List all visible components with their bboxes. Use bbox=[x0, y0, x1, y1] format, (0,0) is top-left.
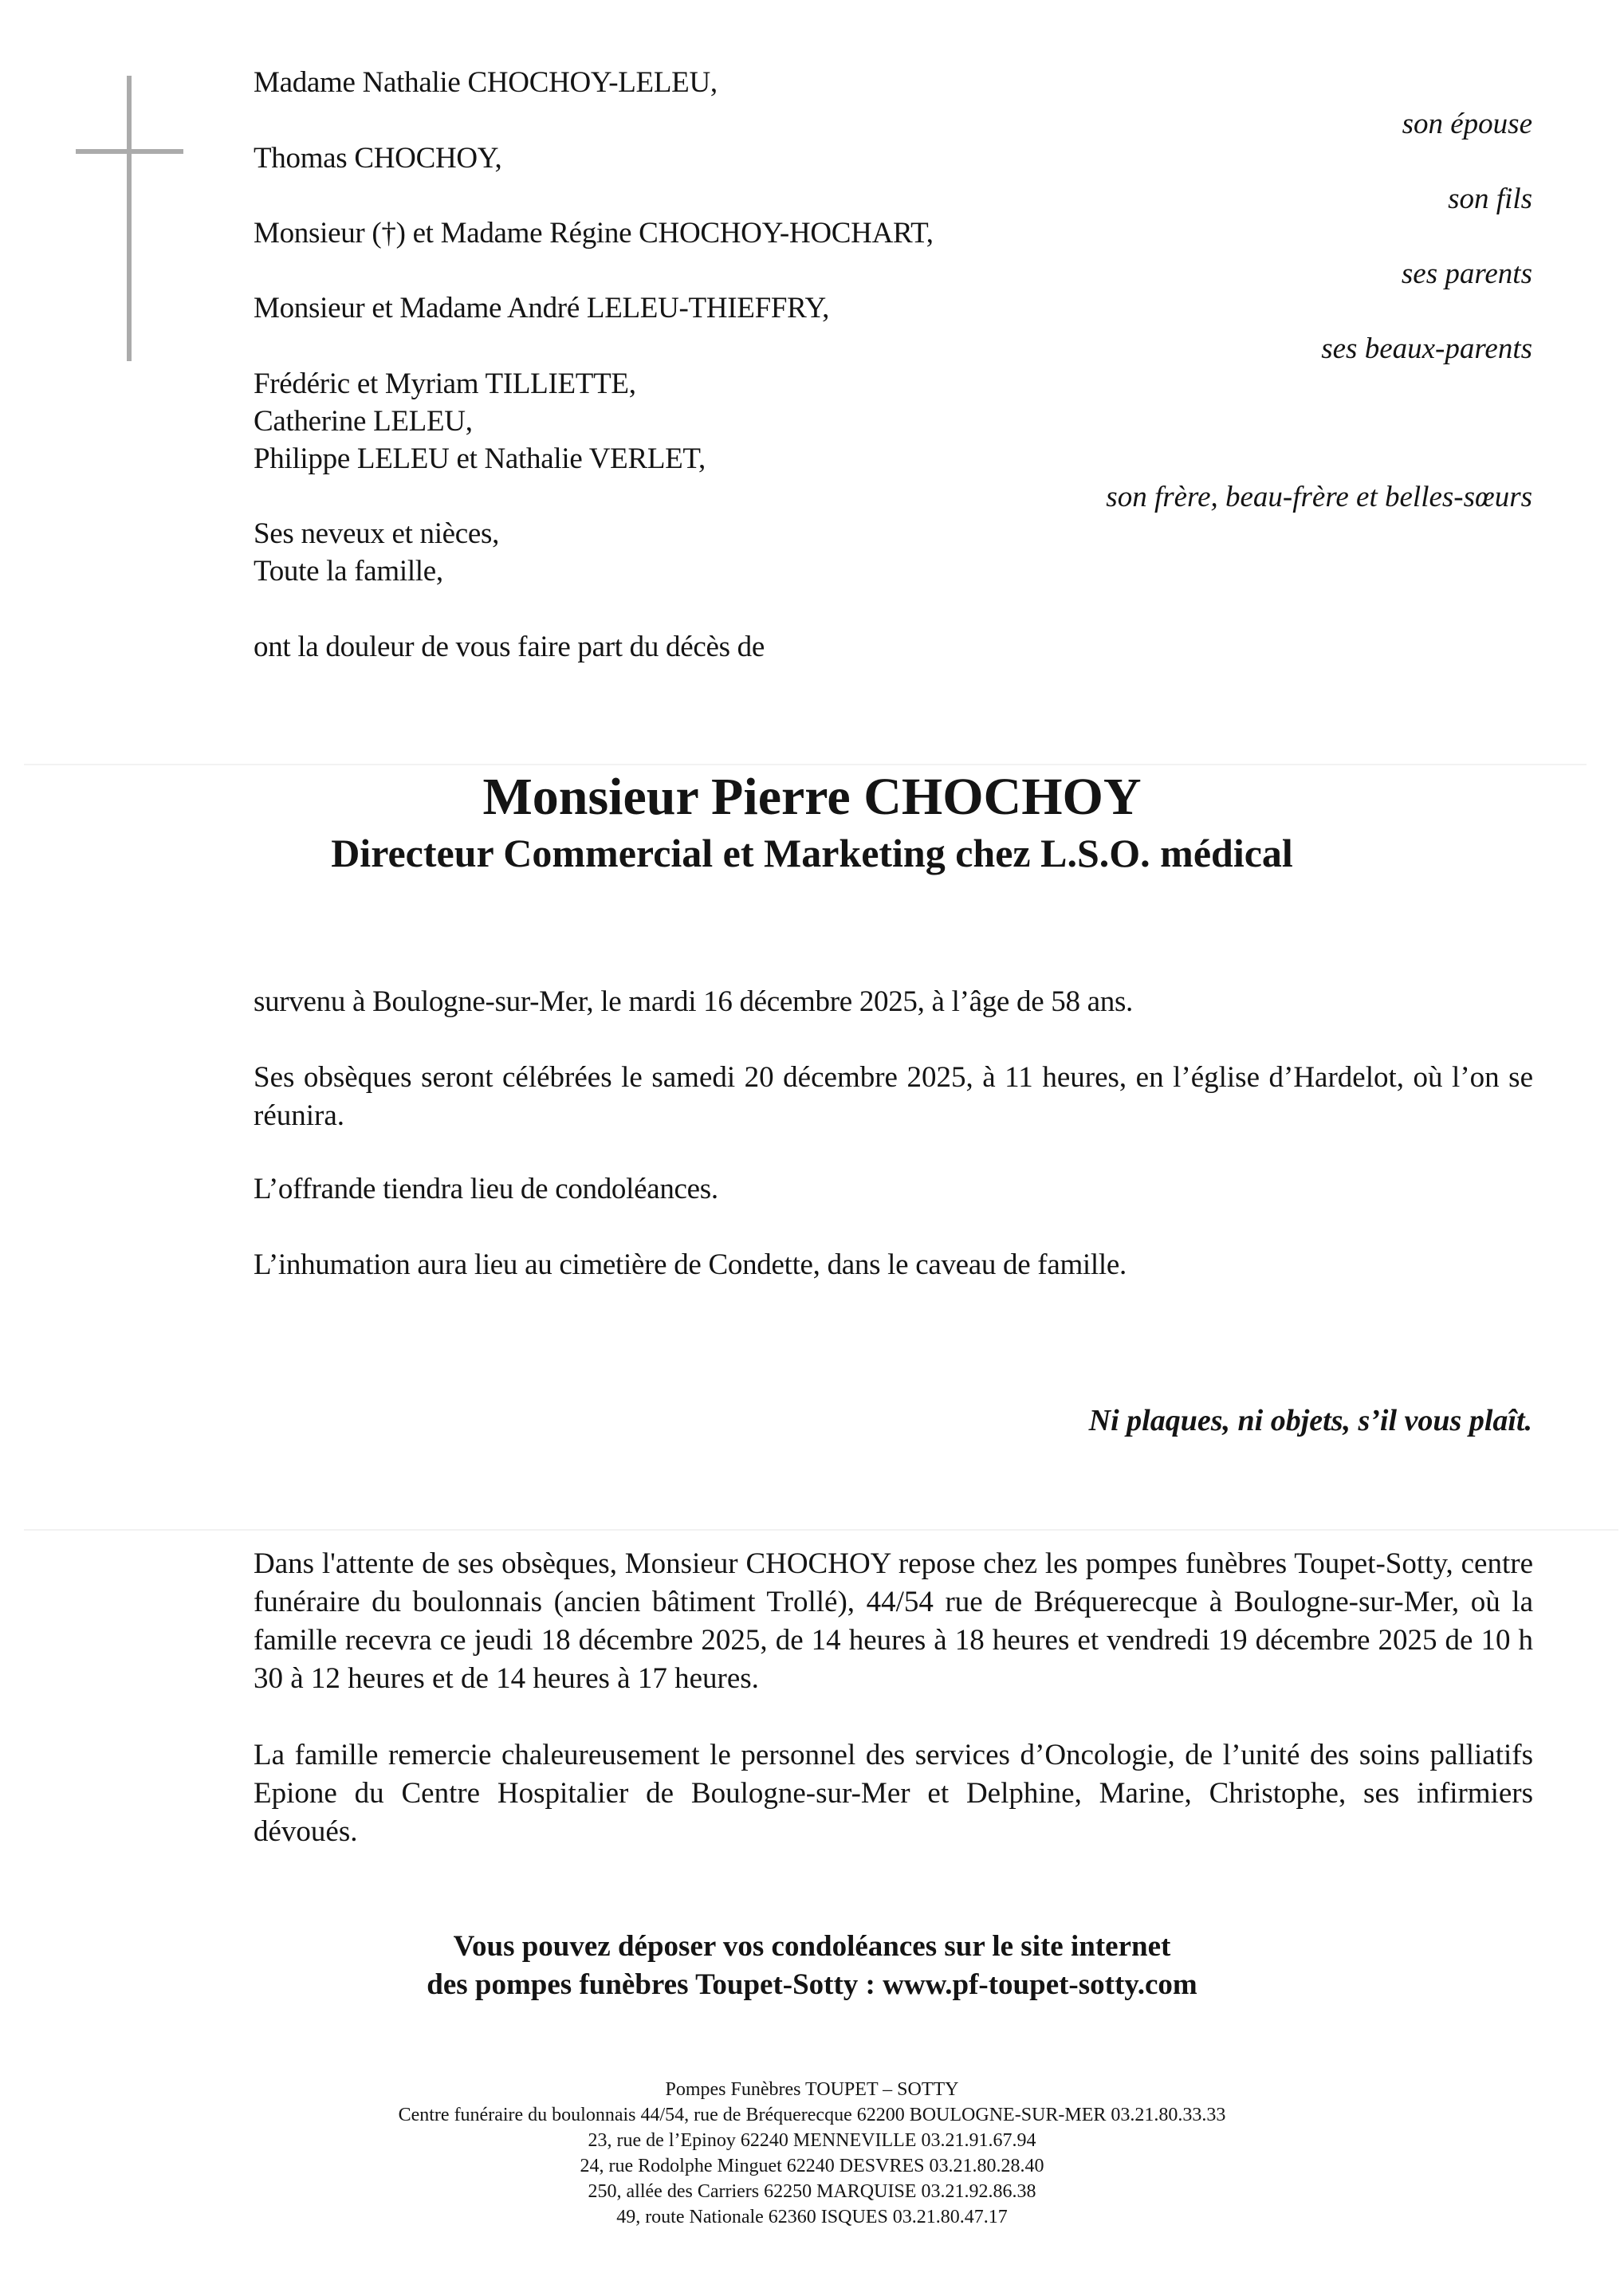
offering-text: L’offrande tiendra lieu de condoléances. bbox=[254, 1173, 718, 1205]
footer-address: 49, route Nationale 62360 ISQUES 03.21.80.47.17 bbox=[616, 2207, 1008, 2227]
condolences-line: Vous pouvez déposer vos condoléances sur le site internet bbox=[453, 1930, 1171, 1963]
divider bbox=[24, 1529, 1618, 1531]
burial-text: L’inhumation aura lieu au cimetière de Condette, dans le caveau de famille. bbox=[254, 1248, 1127, 1281]
funeral-details: Ses obsèques seront célébrées le samedi 20 décembre 2025, à 11 heures, en l’église d’Hardelot, où l’on se réunira. bbox=[254, 1061, 1533, 1132]
family-member: Madame Nathalie CHOCHOY-LELEU, bbox=[254, 66, 718, 99]
family-member: Thomas CHOCHOY, bbox=[254, 142, 502, 175]
family-member: Monsieur et Madame André LELEU-THIEFFRY, bbox=[254, 292, 830, 324]
relation-label: ses beaux-parents bbox=[1321, 332, 1532, 365]
family-member: Philippe LELEU et Nathalie VERLET, bbox=[254, 442, 706, 475]
family-member: Catherine LELEU, bbox=[254, 405, 473, 438]
cross-horizontal-bar bbox=[76, 149, 183, 154]
footer-address: 23, rue de l’Epinoy 62240 MENNEVILLE 03.21.91.67.94 bbox=[588, 2130, 1036, 2151]
relation-label: son épouse bbox=[1402, 108, 1532, 140]
relation-label: son fils bbox=[1448, 183, 1532, 215]
condolences-link[interactable]: des pompes funèbres Toupet-Sotty : www.pf-toupet-sotty.com bbox=[427, 1968, 1197, 2001]
visitation-text: Dans l'attente de ses obsèques, Monsieur CHOCHOY repose chez les pompes funèbres Toupet-Sotty, centre funéraire du boulonnais (ancien bâtiment Trollé), 44/54 rue de Bréquerecque à Boulogne-sur-Mer, où la famille recevra ce jeudi 18 décembre 2025, de 14 heures à 18 heures et vendredi 19 décembre 2025 de 10 h 30 à 12 heures et de 14 heures à 17 heures. bbox=[254, 1547, 1533, 1695]
divider bbox=[24, 764, 1587, 765]
relation-label: son frère, beau-frère et belles-sœurs bbox=[1106, 481, 1532, 513]
family-member: Monsieur (†) et Madame Régine CHOCHOY-HOCHART, bbox=[254, 217, 934, 250]
relation-label: ses parents bbox=[1401, 258, 1532, 290]
footer-address: 250, allée des Carriers 62250 MARQUISE 03.21.92.86.38 bbox=[588, 2181, 1036, 2202]
footer-address: Centre funéraire du boulonnais 44/54, rue de Bréquerecque 62200 BOULOGNE-SUR-MER 03.21.80.33.33 bbox=[398, 2105, 1226, 2125]
no-flowers-notice: Ni plaques, ni objets, s’il vous plaît. bbox=[1088, 1404, 1532, 1437]
family-member: Toute la famille, bbox=[254, 555, 443, 588]
footer-company: Pompes Funèbres TOUPET – SOTTY bbox=[665, 2079, 959, 2100]
family-member: Frédéric et Myriam TILLIETTE, bbox=[254, 368, 636, 400]
thanks-text: La famille remercie chaleureusement le personnel des services d’Oncologie, de l’unité des soins palliatifs Epione du Centre Hospitalier de Boulogne-sur-Mer et Delphine, Marine, Christophe, ses infirmiers dévoués. bbox=[254, 1739, 1533, 1848]
death-details: survenu à Boulogne-sur-Mer, le mardi 16 décembre 2025, à l’âge de 58 ans. bbox=[254, 985, 1133, 1018]
deceased-name: Monsieur Pierre CHOCHOY bbox=[482, 768, 1142, 826]
cross-vertical-bar bbox=[127, 76, 132, 361]
announcement-text: ont la douleur de vous faire part du décès de bbox=[254, 631, 765, 663]
footer-address: 24, rue Rodolphe Minguet 62240 DESVRES 03.21.80.28.40 bbox=[580, 2156, 1044, 2176]
family-member: Ses neveux et nièces, bbox=[254, 517, 500, 550]
deceased-title: Directeur Commercial et Marketing chez L.S.O. médical bbox=[331, 831, 1293, 875]
